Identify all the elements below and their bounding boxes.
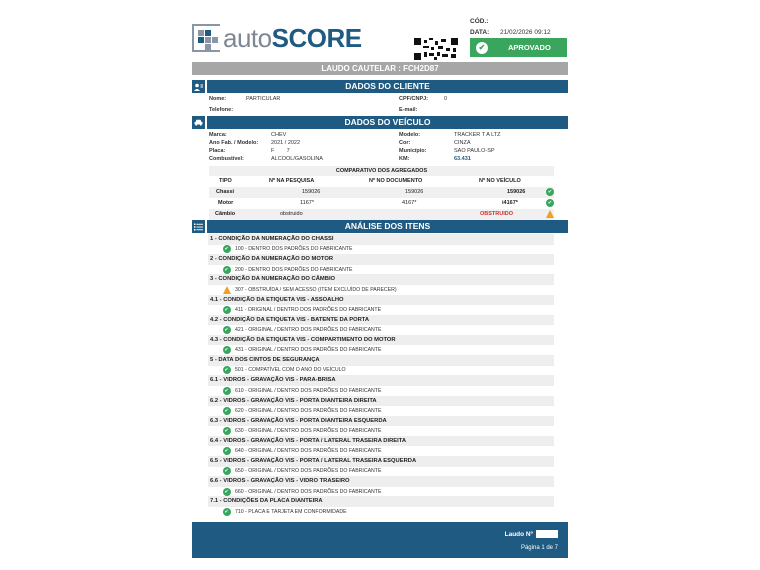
report-meta	[470, 16, 551, 38]
footer-laudo-label: Laudo Nº	[504, 530, 533, 538]
analise-item-result	[208, 305, 554, 315]
row-veiculo: OBSTRUIDO	[480, 211, 513, 217]
analise-item-result	[208, 406, 554, 416]
analise-item-result	[208, 345, 554, 355]
row-documento: 159026	[405, 189, 424, 195]
analise-item-title: 6.1 - VIDROS - GRAVAÇÃO VIS - PARA-BRISA	[208, 375, 554, 386]
row-veiculo: 159026	[507, 189, 526, 195]
municipio-value: SAO PAULO-SP	[454, 148, 495, 154]
approved-label: APROVADO	[508, 43, 551, 52]
check-circle-icon: ✔	[224, 407, 229, 414]
checklist-icon	[192, 220, 205, 233]
analise-item-result	[208, 507, 554, 517]
check-circle-icon: ✔	[224, 508, 229, 515]
table-row	[209, 198, 554, 209]
analise-item-result	[208, 265, 554, 275]
ano-label: Ano Fab. / Modelo:	[209, 140, 259, 146]
analise-item-result-text: 421 - ORIGINAL / DENTRO DOS PADRÕES DO FABRICANTE	[235, 327, 382, 334]
analise-item-result-text: 660 - ORIGINAL / DENTRO DOS PADRÕES DO FABRICANTE	[235, 488, 382, 495]
row-tipo: Chassi	[216, 189, 235, 195]
cliente-fields	[192, 96, 568, 118]
comparativo-header-row	[209, 176, 554, 187]
data-value: 21/02/2026 09:12	[500, 29, 551, 36]
user-card-icon	[192, 80, 205, 93]
check-circle-icon: ✔	[224, 387, 229, 394]
analise-item-result-text: 200 - DENTRO DOS PADRÕES DO FABRICANTE	[235, 266, 353, 273]
row-documento: 4167*	[402, 200, 417, 206]
analise-item-title: 7.1 - CONDIÇÕES DA PLACA DIANTEIRA	[208, 496, 554, 507]
analise-item-title: 1 - CONDIÇÃO DA NUMERAÇÃO DO CHASSI	[208, 234, 554, 245]
section-veiculo-title: DADOS DO VEÍCULO	[207, 116, 568, 129]
section-veiculo	[192, 116, 568, 129]
col-pesquisa: Nº NA PESQUISA	[269, 178, 315, 184]
modelo-value: TRACKER T A LTZ	[454, 132, 501, 138]
cod-label: CÓD.:	[470, 18, 489, 25]
check-circle-icon: ✔	[224, 347, 229, 354]
check-circle-icon: ✔	[547, 200, 553, 206]
analise-item-result-text: 640 - ORIGINAL / DENTRO DOS PADRÕES DO FABRICANTE	[235, 448, 382, 455]
analise-item-result	[208, 366, 554, 376]
check-circle-icon: ✔	[476, 42, 488, 54]
check-circle-icon: ✔	[224, 448, 229, 455]
col-tipo: TIPO	[219, 178, 232, 184]
analise-item-title: 4.1 - CONDIÇÃO DA ETIQUETA VIS - ASSOALHO	[208, 295, 554, 306]
analise-item-title: 2 - CONDIÇÃO DA NUMERAÇÃO DO MOTOR	[208, 254, 554, 265]
combustivel-label: Combustível:	[209, 156, 244, 162]
redacted-box	[536, 530, 558, 538]
table-row	[209, 187, 554, 198]
row-veiculo: i4167*	[502, 200, 518, 206]
analise-item-result-text: 630 - ORIGINAL / DENTRO DOS PADRÕES DO FABRICANTE	[235, 428, 382, 435]
analise-item-result-text: 650 - ORIGINAL / DENTRO DOS PADRÕES DO FABRICANTE	[235, 468, 382, 475]
analise-item-result	[208, 487, 554, 497]
check-circle-icon: ✔	[224, 428, 229, 435]
table-row	[209, 209, 554, 220]
cor-label: Cor:	[399, 140, 411, 146]
logo-auto-text: auto	[223, 23, 272, 53]
check-circle-icon: ✔	[547, 189, 553, 195]
veiculo-fields	[192, 132, 568, 166]
analise-item-title: 4.2 - CONDIÇÃO DA ETIQUETA VIS - BATENTE DA PORTA	[208, 315, 554, 326]
report-page	[192, 12, 568, 558]
row-pesquisa: obstruido	[280, 211, 303, 217]
approved-badge	[470, 38, 567, 57]
nome-value: PARTICULAR	[246, 96, 281, 102]
section-analise-title: ANÁLISE DOS ITENS	[207, 220, 568, 233]
cor-value: CINZA	[454, 140, 471, 146]
analise-item-result-text: 710 - PLACA E TARJETA EM CONFORMIDADE	[235, 508, 347, 515]
row-pesquisa: 159026	[302, 189, 321, 195]
cpf-value: 0	[444, 96, 448, 102]
row-pesquisa: 1167*	[300, 200, 314, 206]
marca-value: CHEV	[271, 132, 287, 138]
check-circle-icon: ✔	[224, 327, 229, 334]
combustivel-value: ALCOOL/GASOLINA	[271, 156, 323, 162]
analise-item-result	[208, 426, 554, 436]
nome-label: Nome:	[209, 96, 227, 102]
analise-items-list	[208, 234, 554, 517]
logo-score-text: SCORE	[271, 23, 362, 53]
analise-item-result-text: 100 - DENTRO DOS PADRÕES DO FABRICANTE	[235, 246, 353, 253]
check-circle-icon: ✔	[224, 266, 229, 273]
check-circle-icon: ✔	[224, 306, 229, 313]
analise-item-result-text: 501 - COMPATÍVEL COM O ANO DO VEÍCULO	[235, 367, 346, 374]
check-circle-icon: ✔	[224, 468, 229, 475]
analise-item-title: 6.6 - VIDROS - GRAVAÇÃO VIS - VIDRO TRASEIRO	[208, 476, 554, 487]
check-circle-icon: ✔	[224, 488, 229, 495]
section-cliente-title: DADOS DO CLIENTE	[207, 80, 568, 93]
analise-item-result-text: 620 - ORIGINAL / DENTRO DOS PADRÕES DO FABRICANTE	[235, 407, 382, 414]
analise-item-result	[208, 285, 554, 295]
page-number: Página 1 de 7	[520, 545, 558, 551]
analise-item-title: 6.4 - VIDROS - GRAVAÇÃO VIS - PORTA / LATERAL TRASEIRA DIREITA	[208, 436, 554, 447]
analise-item-result	[208, 245, 554, 255]
analise-item-result-text: 411 - ORIGINAL / DENTRO DOS PADRÕES DO FABRICANTE	[235, 306, 382, 313]
analise-item-result-text: 431 - ORIGINAL / DENTRO DOS PADRÕES DO FABRICANTE	[235, 347, 382, 354]
analise-item-result	[208, 446, 554, 456]
comparativo-table	[209, 176, 554, 220]
modelo-label: Modelo:	[399, 132, 421, 138]
car-icon	[192, 116, 205, 129]
analise-item-title: 6.2 - VIDROS - GRAVAÇÃO VIS - PORTA DIANTEIRA DIREITA	[208, 396, 554, 407]
analise-item-result	[208, 386, 554, 396]
col-veiculo: Nº NO VEÍCULO	[479, 178, 521, 184]
row-tipo: Motor	[218, 200, 234, 206]
analise-item-title: 5 - DATA DOS CINTOS DE SEGURANÇA	[208, 355, 554, 366]
analise-item-result-text: 610 - ORIGINAL / DENTRO DOS PADRÕES DO FABRICANTE	[235, 387, 382, 394]
col-documento: Nº NO DOCUMENTO	[369, 178, 423, 184]
analise-item-result	[208, 325, 554, 335]
laudo-title: LAUDO CAUTELAR : FCH2D87	[192, 62, 568, 75]
municipio-label: Município:	[399, 148, 427, 154]
km-label: KM:	[399, 156, 410, 162]
warning-triangle-icon	[222, 285, 231, 294]
analise-item-result	[208, 467, 554, 477]
qr-code-icon	[414, 38, 458, 60]
check-circle-icon: ✔	[224, 246, 229, 253]
page-footer	[192, 522, 568, 558]
email-label: E-mail:	[399, 107, 418, 113]
autoscore-logo	[192, 22, 362, 54]
analise-item-title: 4.3 - CONDIÇÃO DA ETIQUETA VIS - COMPARTIMENTO DO MOTOR	[208, 335, 554, 346]
ano-value: 2021 / 2022	[271, 140, 301, 146]
warning-triangle-icon	[546, 210, 554, 220]
footer-laudo	[505, 530, 558, 538]
telefone-label: Telefone:	[209, 107, 234, 113]
data-label: DATA:	[470, 29, 490, 36]
km-value: 63.431	[454, 156, 471, 162]
marca-label: Marca:	[209, 132, 227, 138]
comparativo-title: COMPARATIVO DOS AGREGADOS	[209, 166, 554, 176]
section-cliente	[192, 80, 568, 93]
analise-item-title: 3 - CONDIÇÃO DA NUMERAÇÃO DO CÂMBIO	[208, 274, 554, 285]
analise-item-title: 6.3 - VIDROS - GRAVAÇÃO VIS - PORTA DIANTEIRA ESQUERDA	[208, 416, 554, 427]
cpf-label: CPF/CNPJ:	[399, 96, 429, 102]
analise-item-result-text: 307 - OBSTRUÍDA / SEM ACESSO (ITEM EXCLUÍDO DE PARECER)	[235, 286, 397, 293]
section-analise	[192, 220, 568, 233]
logo-mark-icon	[192, 24, 220, 52]
placa-label: Placa:	[209, 148, 226, 154]
placa-value: F 7	[271, 148, 290, 154]
check-circle-icon: ✔	[224, 367, 229, 374]
analise-item-title: 6.5 - VIDROS - GRAVAÇÃO VIS - PORTA / LATERAL TRASEIRA ESQUERDA	[208, 456, 554, 467]
row-tipo: Câmbio	[215, 211, 236, 217]
